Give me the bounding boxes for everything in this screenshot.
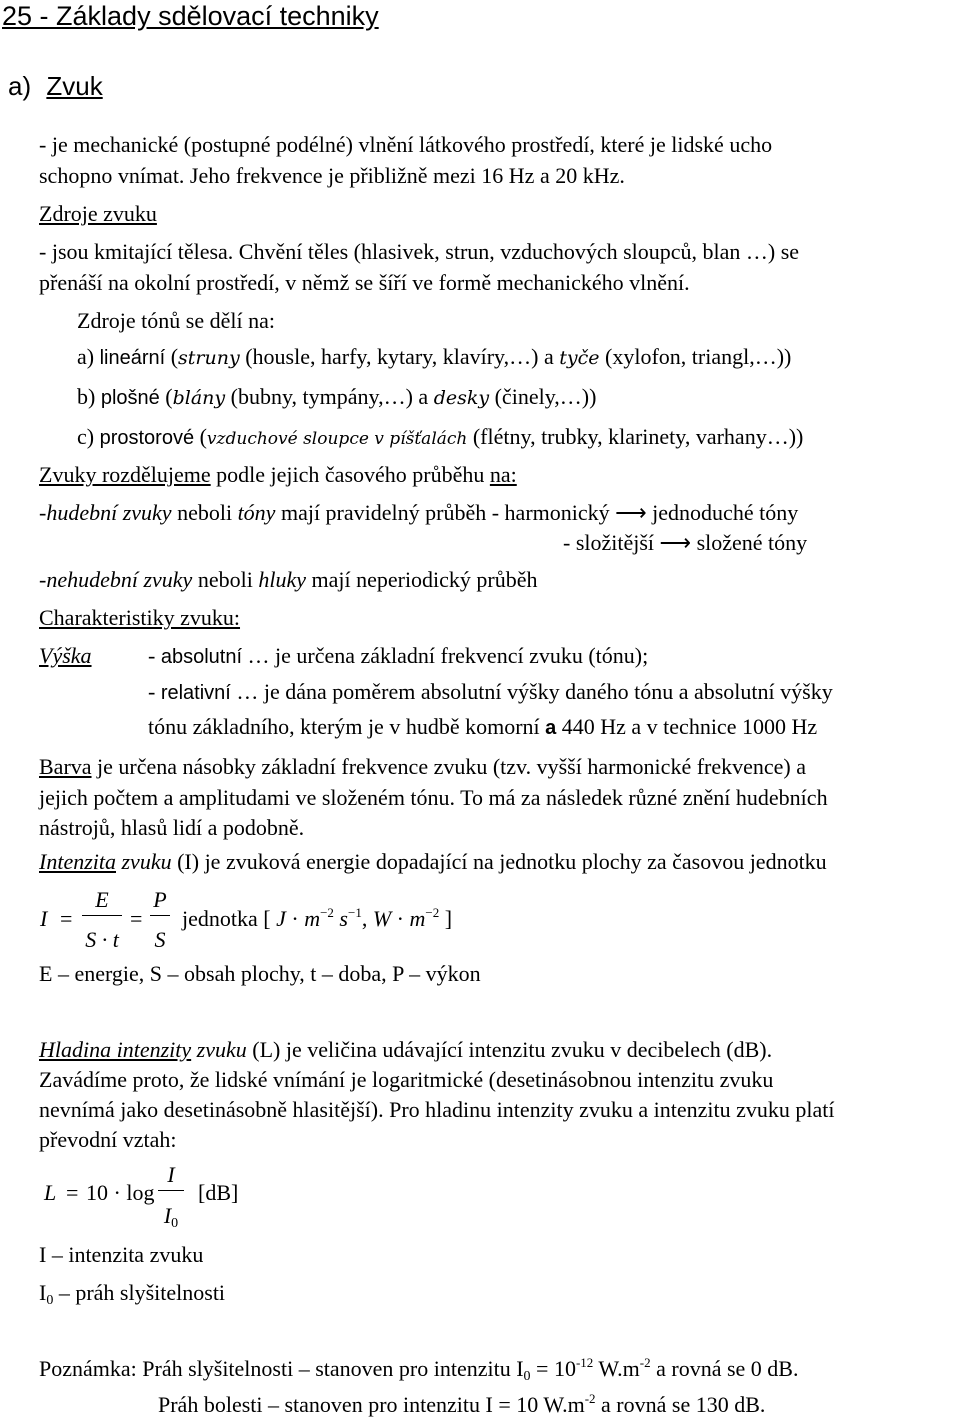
music-tones-or: neboli — [177, 500, 233, 525]
intensity-formula-eq-2: = — [130, 906, 143, 931]
intensity-unit-s: s — [339, 906, 348, 931]
timbre-text-1: je určena násobky základní frekvence zvuku (tzv. vyšší harmonické frekvence) a — [97, 754, 807, 779]
sources-heading: Zdroje zvuku — [39, 201, 157, 226]
level-formula-den-sub: 0 — [171, 1216, 179, 1231]
pitch-relative-note-a: a — [545, 717, 557, 739]
tones-a-prefix: a) — [77, 344, 95, 369]
level-legend-2-i: I — [39, 1280, 47, 1305]
intensity-text: (I) je zvuková energie dopadající na jednotku plochy za časovou jednotku — [177, 849, 827, 874]
note-line-1-sup-2: -2 — [639, 1355, 651, 1370]
intensity-unit-prefix: jednotka [ — [182, 906, 271, 931]
intensity-unit-w: W — [372, 906, 392, 931]
tones-b-open: ( — [165, 384, 173, 409]
level-formula-unit: [dB] — [198, 1180, 239, 1205]
note-line-1-c: W.m — [598, 1356, 640, 1381]
characteristics-heading: Charakteristiky zvuku: — [39, 605, 241, 630]
intensity-formula-eq-1: = — [60, 906, 73, 931]
tones-heading: Zdroje tónů se dělí na: — [77, 308, 275, 333]
level-formula-eq: = — [66, 1180, 79, 1205]
intensity-unit — [182, 906, 452, 932]
music-tones-line-2: - složitější ⟶ složené tóny — [563, 530, 808, 555]
level-label: Hladina intenzity — [39, 1037, 192, 1062]
noise-or: neboli — [197, 567, 253, 592]
level-formula-bar — [158, 1190, 184, 1191]
intensity-legend: E – energie, S – obsah plochy, t – doba, P – výkon — [39, 961, 481, 986]
intensity-unit-close: ] — [444, 906, 453, 931]
level-legend-2 — [39, 1280, 225, 1306]
pitch-relative-text: … je dána poměrem absolutní výšky daného tónu a absolutní výšky — [236, 679, 833, 704]
intensity-label: Intenzita — [39, 849, 116, 874]
section-a-label: a) — [8, 71, 32, 101]
intensity-unit-exp-2: −1 — [347, 905, 362, 920]
pitch-label: Výška — [39, 643, 92, 668]
tones-c-text-1: (flétny, trubky, klarinety, varhany…)) — [472, 424, 804, 449]
note-line-1-d: a rovná se 0 dB. — [656, 1356, 799, 1381]
level-formula-lhs: L — [44, 1180, 57, 1205]
tones-c-prefix: c) — [77, 424, 95, 449]
pitch-absolute — [148, 643, 648, 670]
level-formula-num: I — [167, 1162, 175, 1187]
tones-a-text-2: (xylofon, triangl,…)) — [605, 344, 792, 369]
timbre-line-1 — [39, 754, 806, 780]
tones-b-prefix: b) — [77, 384, 96, 409]
music-tones-synonym: tóny — [237, 500, 276, 525]
intensity-formula-den-1: S · t — [85, 927, 119, 952]
tones-c-example-1: vzduchové sloupce v píšťalách — [206, 429, 468, 449]
intensity-unit-comma: , — [361, 906, 368, 931]
intensity-unit-m-2: m — [409, 906, 426, 931]
intensity-unit-exp-1: −2 — [320, 905, 334, 920]
intensity-unit-exp-3: −2 — [425, 905, 440, 920]
noise-term: -nehudební zvuky — [39, 567, 193, 592]
pitch-relative-dash: - — [148, 679, 156, 704]
noise-line — [39, 567, 538, 593]
music-tones-line — [39, 500, 798, 526]
note-line-2-sup: -2 — [584, 1391, 596, 1406]
pitch-relative-line-2-a: tónu základního, kterým je v hudbě komorní — [148, 714, 540, 739]
timbre-label: Barva — [39, 754, 92, 779]
level-legend-2-text: – práh slyšitelnosti — [58, 1280, 226, 1305]
music-tones-term: -hudební zvuky — [39, 500, 172, 525]
noise-desc: mají neperiodický průběh — [311, 567, 538, 592]
timbre-line-3: nástrojů, hlasů lidí a podobně. — [39, 815, 305, 840]
level-formula-den-i: I — [163, 1203, 172, 1228]
intro-line-2: schopno vnímat. Jeho frekvence je přibližně mezi 16 Hz a 20 kHz. — [39, 163, 625, 188]
page-title: 25 - Základy sdělovací techniky — [2, 1, 379, 31]
pitch-relative — [148, 679, 833, 706]
level-line-2: Zavádíme proto, že lidské vnímání je logaritmické (desetinásobnou intenzitu zvuku — [39, 1067, 774, 1092]
tones-a-kind: lineární — [99, 347, 166, 369]
intensity-label-suffix: zvuku — [121, 849, 172, 874]
level-text-1: (L) je veličina udávající intenzitu zvuku v decibelech (dB). — [252, 1037, 773, 1062]
note-line-1-b: = 10 — [536, 1356, 576, 1381]
tones-item-a — [77, 344, 791, 371]
tones-a-example-2: tyče — [559, 347, 600, 369]
note-line-1-a: Poznámka: Práh slyšitelnosti – stanoven pro intenzitu I — [39, 1356, 524, 1381]
pitch-absolute-text: … je určena základní frekvencí zvuku (tónu); — [247, 643, 649, 668]
level-formula-coef: 10 · log — [86, 1180, 155, 1205]
tones-b-example-1: blány — [172, 387, 226, 409]
intensity-unit-dot-1: · — [291, 906, 299, 931]
intro-line-1: - je mechanické (postupné podélné) vlnění látkového prostředí, které je lidské ucho — [39, 132, 773, 157]
note-line-2-b: a rovná se 130 dB. — [601, 1392, 766, 1417]
intensity-formula-num-1: E — [95, 887, 109, 912]
note-line-2-a: Práh bolesti – stanoven pro intenzitu I = 10 W.m — [158, 1392, 585, 1417]
pitch-relative-line-2 — [148, 714, 817, 741]
tones-b-text-1: (bubny, tympány,…) a — [230, 384, 429, 409]
level-line-1 — [39, 1037, 772, 1063]
intensity-unit-j: J — [276, 906, 286, 931]
intensity-formula-bar-1 — [82, 915, 122, 916]
sources-line-1: - jsou kmitající tělesa. Chvění těles (hlasivek, strun, vzduchových sloupců, blan …) se — [39, 239, 800, 264]
intensity-formula-lhs: I — [40, 906, 48, 931]
tones-c-open: ( — [199, 424, 207, 449]
level-line-4: převodní vztah: — [39, 1127, 177, 1152]
pitch-relative-label: relativní — [160, 682, 231, 704]
section-a-title: Zvuk — [46, 71, 103, 101]
intensity-formula-bar-2 — [150, 915, 170, 916]
tones-item-b — [77, 384, 596, 411]
division-heading — [39, 462, 517, 488]
timbre-line-2: jejich počtem a amplitudami ve složeném tónu. To má za následek různé znění hudebních — [39, 785, 828, 810]
pitch-absolute-label: absolutní — [160, 646, 242, 668]
note-line-1-sub: 0 — [523, 1369, 531, 1384]
note-line-1 — [39, 1356, 798, 1382]
tones-b-text-2: (činely,…)) — [494, 384, 597, 409]
level-legend-2-sub: 0 — [46, 1293, 54, 1308]
sources-line-2: přenáší na okolní prostředí, v němž se šíří ve formě mechanického vlnění. — [39, 270, 690, 295]
tones-b-example-2: desky — [433, 387, 490, 409]
pitch-absolute-dash: - — [148, 643, 156, 668]
noise-synonym: hluky — [258, 567, 306, 592]
tones-b-kind: plošné — [100, 387, 160, 409]
level-label-suffix: zvuku — [196, 1037, 247, 1062]
level-formula-den — [158, 1203, 184, 1229]
intensity-unit-dot-2: · — [396, 906, 404, 931]
intensity-unit-m-1: m — [304, 906, 321, 931]
tones-c-kind: prostorové — [99, 427, 195, 449]
intensity-formula-num-2: P — [153, 887, 167, 912]
tones-item-c — [77, 424, 803, 452]
note-line-1-sup: -12 — [575, 1355, 594, 1370]
tones-a-example-1: struny — [178, 347, 240, 369]
intensity-formula-den-2: S — [154, 927, 166, 952]
level-line-3: nevnímá jako desetinásobně hlasitější). Pro hladinu intenzity zvuku a intenzitu zvuku platí — [39, 1097, 835, 1122]
section-a-heading — [8, 70, 103, 102]
level-legend-1: I – intenzita zvuku — [39, 1242, 204, 1267]
division-heading-part-2: podle jejich časového průběhu — [216, 462, 485, 487]
tones-a-text-1: (housle, harfy, kytary, klavíry,…) a — [245, 344, 554, 369]
division-heading-part-1: Zvuky rozdělujeme — [39, 462, 211, 487]
music-tones-desc: mají pravidelný průběh - harmonický ⟶ jednoduché tóny — [280, 500, 799, 525]
division-heading-part-3: na: — [489, 462, 517, 487]
tones-a-open: ( — [170, 344, 179, 369]
intensity-line — [39, 849, 827, 875]
pitch-relative-line-2-c: 440 Hz a v technice 1000 Hz — [561, 714, 818, 739]
note-line-2 — [158, 1392, 765, 1418]
